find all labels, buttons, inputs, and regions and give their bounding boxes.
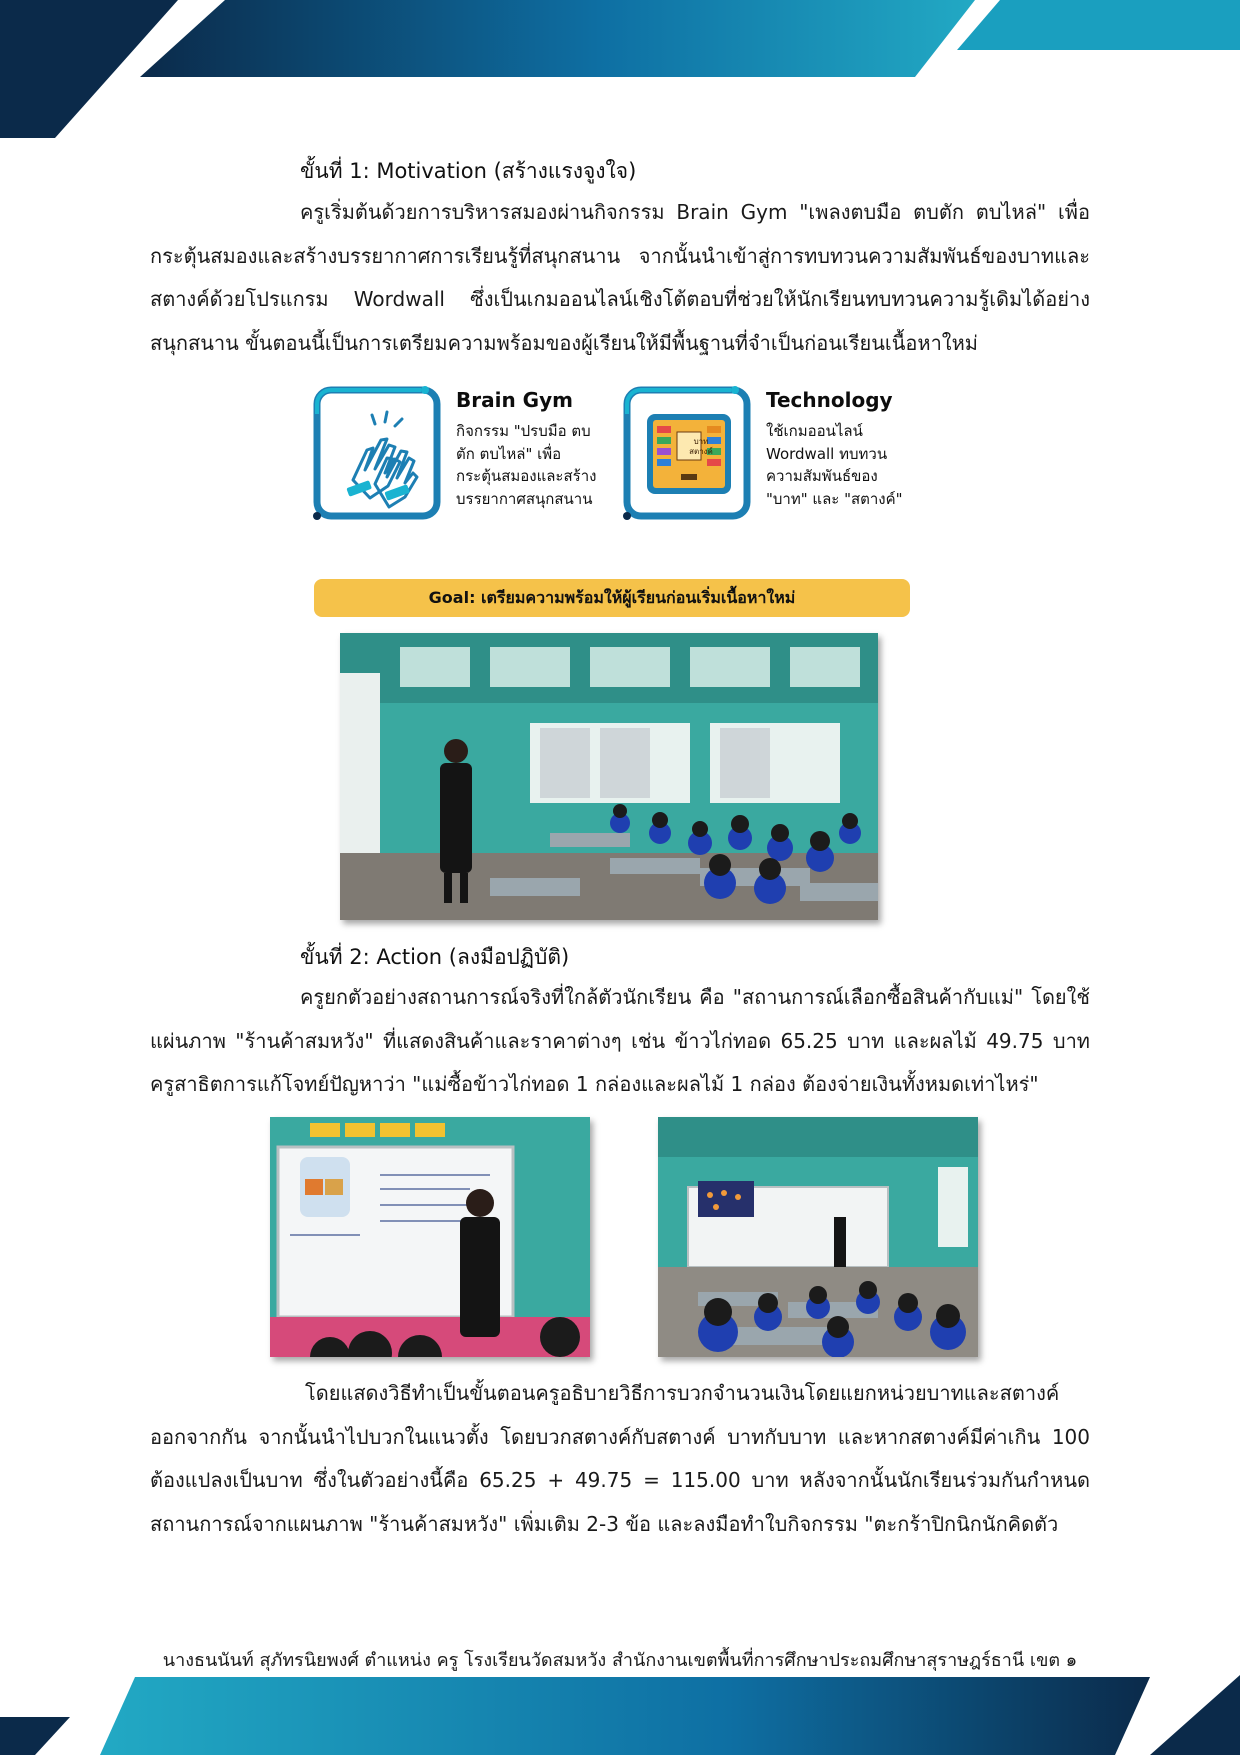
whiteboard-demonstration-photo bbox=[270, 1117, 590, 1357]
step1-paragraph: ครูเริ่มต้นด้วยการบริหารสมองผ่านกิจกรรม Brain Gym "เพลงตบมือ ตบตัก ตบไหล่" เพื่อกระตุ้นสมองและสร้างบรรยากาศการเรียนรู้ที่สนุกสนาน จากนั้นนำเข้าสู่การทบทวนความสัมพันธ์ของบาทและสตางค์ด้วยโปรแกรม Wordwall ซึ่งเป็นเกมออนไลน์เชิงโต้ตอบที่ช่วยให้นักเรียนทบทวนความรู้เดิมได้อย่างสนุกสนาน ขั้นตอนนี้เป็นการเตรียมความพร้อมของผู้เรียนให้มีพื้นฐานที่จำเป็นก่อนเรียนเนื้อหาใหม่ bbox=[150, 200, 1090, 355]
step2-paragraph-continued: โดยแสดงวิธีทำเป็นขั้นตอนครูอธิบายวิธีการบวกจำนวนเงินโดยแยกหน่วยบาทและสตางค์ออกจากกัน จากนั้นนำไปบวกในแนวตั้ง โดยบวกสตางค์กับสตางค์ บาทกับบาท และหากสตางค์มีค่าเกิน 100 ต้องแปลงเป็นบาท ซึ่งในตัวอย่างนี้คือ 65.25 + 49.75 = 115.00 บาท หลังจากนั้นนักเรียนร่วมกันกำหนดสถานการณ์จากแผนภาพ "ร้านค้าสมหวัง" เพิ่มเติม 2-3 ข้อ และลงมือทำใบกิจกรรม "ตะกร้าปิกนิกนักคิดตัว bbox=[150, 1381, 1090, 1536]
goal-banner: Goal: เตรียมความพร้อมให้ผู้เรียนก่อนเริ่มเนื้อหาใหม่ bbox=[314, 579, 910, 617]
step2-heading: ขั้นที่ 2: Action (ลงมือปฏิบัติ) bbox=[300, 945, 570, 969]
technology-card bbox=[623, 380, 923, 530]
step1-heading: ขั้นที่ 1: Motivation (สร้างแรงจูงใจ) bbox=[300, 159, 637, 183]
step2-paragraph: ครูยกตัวอย่างสถานการณ์จริงที่ใกล้ตัวนักเรียน คือ "สถานการณ์เลือกซื้อสินค้ากับแม่" โดยใช้แผ่นภาพ "ร้านค้าสมหวัง" ที่แสดงสินค้าและราคาต่างๆ เช่น ข้าวไก่ทอด 65.25 บาท และผลไม้ 49.75 บาท ครูสาธิตการแก้โจทย์ปัญหาว่า "แม่ซื้อข้าวไก่ทอด 1 กล่องและผลไม้ 1 กล่อง ต้องจ่ายเงินทั้งหมดเท่าไหร่" bbox=[150, 985, 1090, 1096]
brain-gym-description: กิจกรรม "ปรบมือ ตบตัก ตบไหล่" เพื่อกระตุ้นสมองและสร้างบรรยากาศสนุกสนาน bbox=[456, 422, 597, 508]
brain-gym-title: Brain Gym bbox=[456, 388, 573, 412]
brain-gym-card bbox=[313, 380, 613, 530]
classroom-screen-photo bbox=[658, 1117, 978, 1357]
clapping-hands-icon bbox=[313, 384, 443, 524]
classroom-photo-brain-gym bbox=[340, 633, 878, 920]
footer-author-credit: นางธนนันท์ สุภัทรนิยพงศ์ ตำแหน่ง ครู โรงเรียนวัดสมหวัง สำนักงานเขตพื้นที่การศึกษาประถมศึกษาสุราษฎร์ธานี เขต ๑ bbox=[162, 1650, 1078, 1671]
tablet-game-icon bbox=[623, 384, 753, 524]
footer-decoration bbox=[0, 1675, 1240, 1755]
tablet-label: บาท สตางค์ bbox=[689, 437, 713, 456]
header-decoration bbox=[0, 0, 1240, 140]
technology-title: Technology bbox=[766, 388, 893, 412]
technology-description: ใช้เกมออนไลน์ Wordwall ทบทวนความสัมพันธ์ของ "บาท" และ "สตางค์" bbox=[766, 422, 903, 508]
